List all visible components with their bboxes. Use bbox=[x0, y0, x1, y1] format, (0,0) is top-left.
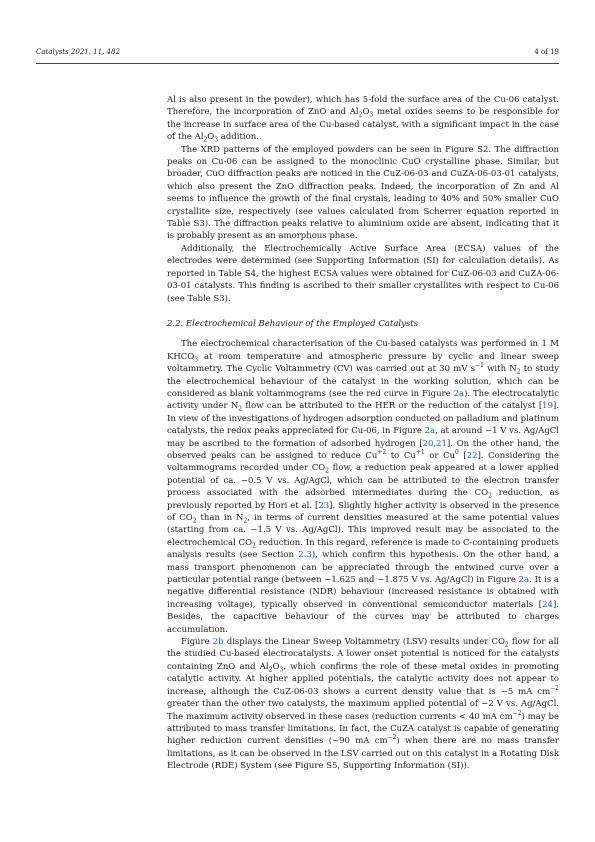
figure-link[interactable]: 2b bbox=[212, 637, 224, 648]
citation-link[interactable]: 19 bbox=[542, 401, 553, 412]
figure-link[interactable]: 2a bbox=[518, 575, 530, 586]
citation-link[interactable]: 22 bbox=[466, 450, 478, 461]
paragraph: Additionally, the Electrochemically Active Surface Area (ECSA) values of the electrodes were determined (see Supporting Information (SI) for calculation details). As reported in Table S4, the highest ECSA values were obtained for CuZ-06-03 and CuZA-06-03-01 catalysts. This finding is ascribed to their smaller crystallites with respect to Cu-06 (see Table S3). bbox=[167, 243, 559, 304]
header-rule bbox=[36, 63, 559, 64]
paragraph: The electrochemical characterisation of the Cu-based catalysts was performed in 1 M $KHCO_3$ at room temperature and atmospheric pressure by cyclic and linear sweep voltammetry. The Cyclic Voltammetry (CV) was carried out at 30 mV $s^{-1}$ with $N_2$ to study the electrochemical behaviour of the catalyst in the working solution, which can be considered as blank voltammograms (see the red curve in Figure 2a). The electrocatalytic activity under $N_2$ flow can be attributed to the HER or the reduction of the catalyst [19]. In view of the investigations of hydrogen adsorption conducted on palladium and platinum catalysts, the redox peaks appreciated for Cu-06, in Figure 2a, at around −1 V vs. Ag/AgCl may be ascribed to the formation of adsorbed hydrogen [20,21]. On the other hand, the observed peaks can be assigned to reduce $Cu^{+2}$ to $Cu^{+1}$ or Cu$^0$ [22]. Considering the voltammograms recorded under $CO_2$ flow, a reduction peak appeared at a lower applied potential of ca. −0.5 V vs. Ag/AgCl, which can be attributed to the electron transfer process associated with the adsorbed intermediates during the $CO_2$ reduction, as previously reported by Hori et al. [23]. Slightly higher activity is observed in the presence of $CO_2$ than in $N_2$, in terms of current densities measured at the same potential values (starting from ca. −1.5 V vs. Ag/AgCl). This improved result may be associated to the electrochemical $CO_2$ reduction. In this regard, reference is made to C-containing products analysis results (see Section 2.3), which confirm this hypothesis. On the other hand, a mass transport phenomenon can be appreciated through the entwined curve over a particular potential range (between −1.625 and −1.875 V vs. Ag/AgCl) in Figure 2a. It is a negative differential resistance (NDR) behaviour (increased resistance is obtained with increasing voltage), typically observed in conventional semiconductor materials [24]. Besides, the capacitive behaviour of the curves may be attributed to charges accumulation. bbox=[167, 339, 560, 635]
journal-citation: Catalysts 2021, 11, 482 bbox=[36, 48, 120, 56]
paragraph: The XRD patterns of the employed powders can be seen in Figure S2. The diffraction peaks on Cu-06 can be assigned to the monoclinic CuO crystalline phase. Similar, but broader, CuO diffraction peaks are noticed in the CuZ-06-03 and CuZA-06-03-01 catalysts, which also present the ZnO diffraction peaks. Indeed, the incorporation of Zn and Al seems to influence the growth of the final crystals, leading to 40% and 50% smaller CuO crystallite size, respectively (see values calculated from Scherrer equation reported in Table S3). The diffraction peaks relative to aluminium oxide are absent, indicating that it is probably present as an amorphous phase. bbox=[167, 144, 559, 242]
page-number: 4 of 19 bbox=[534, 48, 559, 56]
paragraph: Al is also present in the powder), which has 5-fold the surface area of the Cu-06 catalyst. Therefore, the incorporation of ZnO and $Al_2O_3$ metal oxides seems to be responsible for the increase in surface area of the Cu-based catalyst, with a significant impact in the case of the $Al_2O_3$ addition. bbox=[167, 95, 559, 144]
citation-link[interactable]: 24 bbox=[542, 599, 553, 610]
citation-link[interactable]: 23 bbox=[318, 500, 330, 511]
article-body bbox=[167, 94, 559, 773]
figure-link[interactable]: 2a bbox=[424, 426, 436, 437]
page-header bbox=[36, 48, 559, 62]
section-link[interactable]: 2.3 bbox=[298, 550, 312, 561]
paragraph: Figure 2b displays the Linear Sweep Voltammetry (LSV) results under $CO_2$ flow for all the studied Cu-based electrocatalysts. A lower onset potential is noticed for the catalysts containing ZnO and $Al_2O_3$, which confirms the role of these metal oxides in promoting catalytic activity. At higher applied potentials, the catalytic activity does not appear to increase, although the CuZ-06-03 shows a current density value that is ~5 mA $cm^{-2}$ greater than the other two catalysts, the maximum applied potential of −2 V vs. Ag/AgCl. The maximum activity observed in these cases (reduction currents < 40 mA $cm^{-2}$) may be attributed to mass transfer limitations. In fact, the CuZA catalyst is capable of generating higher reduction current densities (~90 mA $cm^{-2}$) when there are no mass transfer limitations, as it can be observed in the LSV carried out on this catalyst in a Rotating Disk Electrode (RDE) System (see Figure S5, Supporting Information (SI)). bbox=[167, 637, 560, 772]
citation-link[interactable]: 20,21 bbox=[422, 438, 447, 449]
section-heading: 2.2. Electrochemical Behaviour of the Employed Catalysts bbox=[167, 318, 419, 329]
figure-link[interactable]: 2a bbox=[453, 388, 465, 399]
